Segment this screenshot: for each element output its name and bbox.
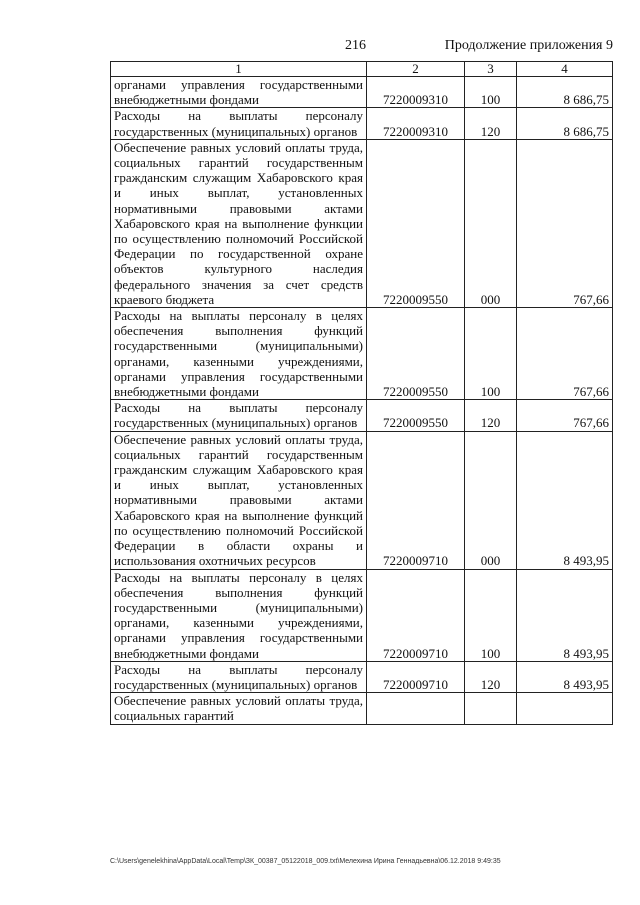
row-name: Расходы на выплаты персоналу в целях обеспечения выполнения функций государственными (муниципальными) органами, казенными учреждениями, органами управления государственными внебюджетными фондами <box>111 308 367 400</box>
row-amount: 767,66 <box>517 139 613 307</box>
continuation-title: Продолжение приложения 9 <box>444 38 613 53</box>
table-row <box>111 139 613 307</box>
row-code: 7220009710 <box>367 661 465 692</box>
row-kind: 000 <box>465 139 517 307</box>
row-amount <box>517 693 613 724</box>
row-code: 7220009710 <box>367 431 465 569</box>
row-kind: 100 <box>465 569 517 661</box>
row-kind: 100 <box>465 308 517 400</box>
row-amount: 8 686,75 <box>517 77 613 108</box>
row-name: Расходы на выплаты персоналу государственных (муниципальных) органов <box>111 400 367 431</box>
row-code: 7220009710 <box>367 569 465 661</box>
row-name: Расходы на выплаты персоналу государственных (муниципальных) органов <box>111 661 367 692</box>
row-kind: 120 <box>465 400 517 431</box>
row-name: Обеспечение равных условий оплаты труда, социальных гарантий <box>111 693 367 724</box>
row-code: 7220009310 <box>367 108 465 139</box>
row-kind: 100 <box>465 77 517 108</box>
table-row <box>111 108 613 139</box>
row-name: Расходы на выплаты персоналу в целях обеспечения выполнения функций государственными (муниципальными) органами, казенными учреждениями, органами управления государственными внебюджетными фондами <box>111 569 367 661</box>
table-row <box>111 431 613 569</box>
row-code <box>367 693 465 724</box>
column-header-4: 4 <box>517 62 613 77</box>
column-header-2: 2 <box>367 62 465 77</box>
table-row <box>111 693 613 724</box>
row-code: 7220009550 <box>367 400 465 431</box>
column-header-1: 1 <box>111 62 367 77</box>
row-amount: 8 493,95 <box>517 431 613 569</box>
table-row <box>111 308 613 400</box>
row-code: 7220009550 <box>367 139 465 307</box>
row-code: 7220009310 <box>367 77 465 108</box>
table-row <box>111 77 613 108</box>
page-number: 216 <box>345 38 366 53</box>
budget-table <box>110 61 613 725</box>
row-kind: 120 <box>465 661 517 692</box>
table-row <box>111 569 613 661</box>
row-kind <box>465 693 517 724</box>
table-row <box>111 661 613 692</box>
row-amount: 767,66 <box>517 308 613 400</box>
footer-file-path: C:\Users\genelekhina\AppData\Local\Temp\ЗК_00387_05122018_009.txt\Мелехина Ирина Геннадьевна\06.12.2018 9:49:35 <box>110 858 501 865</box>
row-amount: 8 686,75 <box>517 108 613 139</box>
row-name: органами управления государственными внебюджетными фондами <box>111 77 367 108</box>
row-amount: 8 493,95 <box>517 569 613 661</box>
row-name: Обеспечение равных условий оплаты труда, социальных гарантий государственным гражданским служащим Хабаровского края и иных выплат, установленных нормативными правовыми актами Хабаровского края на выполнение функции по осуществлению полномочий Российской Федерации по государственной охране объектов культурного наследия федерального значения за счет средств краевого бюджета <box>111 139 367 307</box>
row-name: Расходы на выплаты персоналу государственных (муниципальных) органов <box>111 108 367 139</box>
row-kind: 000 <box>465 431 517 569</box>
row-code: 7220009550 <box>367 308 465 400</box>
table-header-row <box>111 62 613 77</box>
row-amount: 8 493,95 <box>517 661 613 692</box>
row-amount: 767,66 <box>517 400 613 431</box>
table-row <box>111 400 613 431</box>
row-name: Обеспечение равных условий оплаты труда, социальных гарантий государственным гражданским служащим Хабаровского края и иных выплат, установленных нормативными правовыми актами Хабаровского края на выполнение функций по осуществлению полномочий Российской Федерации в области охраны и использования охотничьих ресурсов <box>111 431 367 569</box>
row-kind: 120 <box>465 108 517 139</box>
column-header-3: 3 <box>465 62 517 77</box>
